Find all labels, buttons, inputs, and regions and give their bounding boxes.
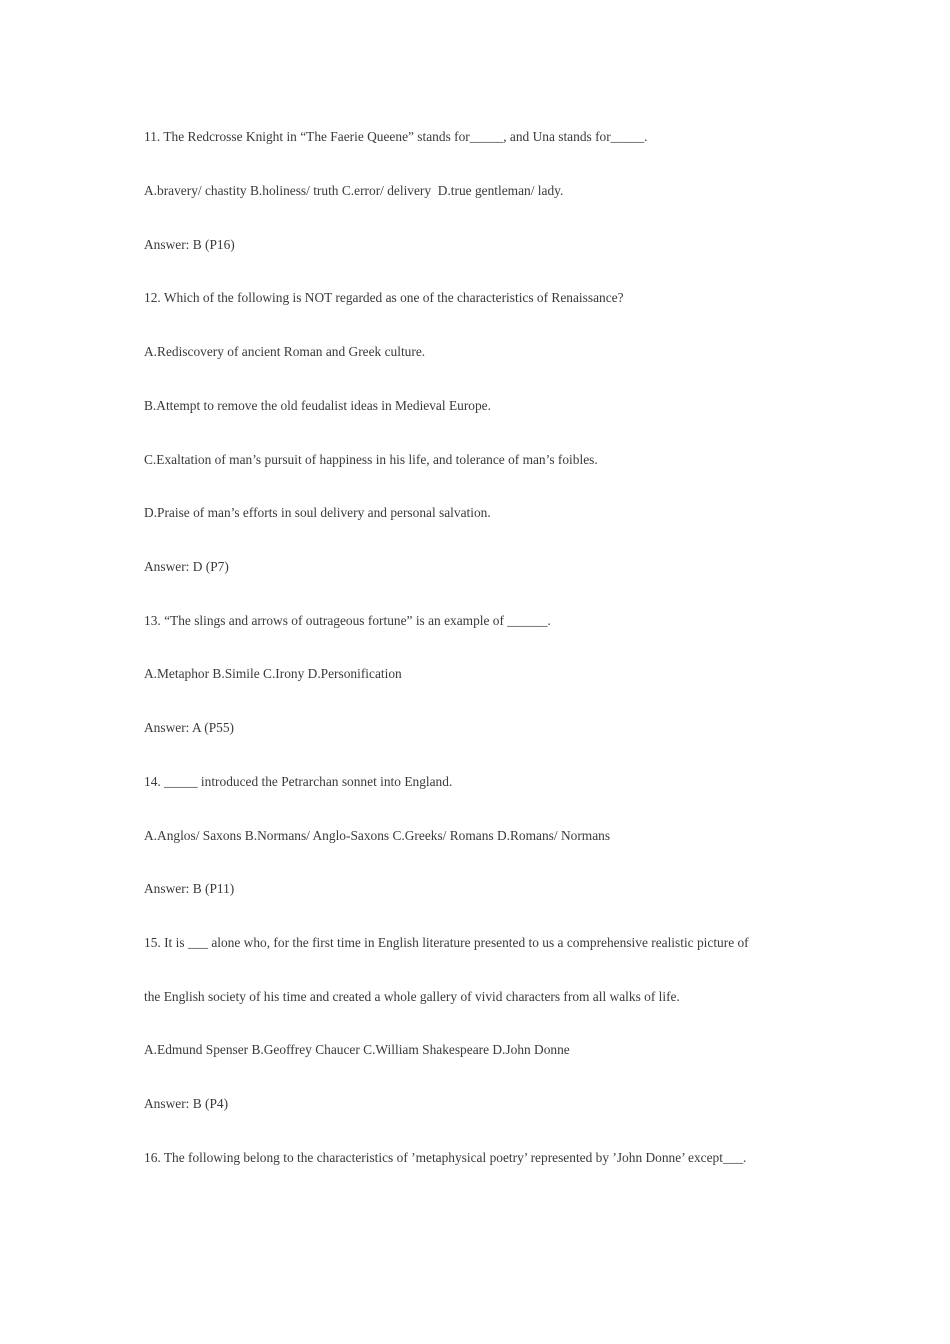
question-13-answer: Answer: A (P55) xyxy=(144,720,235,735)
question-11-options: A.bravery/ chastity B.holiness/ truth C.error/ delivery D.true gentleman/ lady. xyxy=(144,183,564,198)
question-14-text: 14. _____ introduced the Petrarchan sonnet into England. xyxy=(144,774,453,789)
question-12-text: 12. Which of the following is NOT regarded as one of the characteristics of Renaissance? xyxy=(144,290,624,305)
question-14-answer: Answer: B (P11) xyxy=(144,881,235,896)
question-15-text-line-2: the English society of his time and created a whole gallery of vivid characters from all walks of life. xyxy=(144,989,680,1004)
question-11-answer: Answer: B (P16) xyxy=(144,237,235,252)
question-11-text: 11. The Redcrosse Knight in “The Faerie Queene” stands for_____, and Una stands for_____. xyxy=(144,129,648,144)
question-13-text: 13. “The slings and arrows of outrageous fortune” is an example of ______. xyxy=(144,613,551,628)
question-14-options: A.Anglos/ Saxons B.Normans/ Anglo-Saxons C.Greeks/ Romans D.Romans/ Normans xyxy=(144,828,611,843)
question-15-answer: Answer: B (P4) xyxy=(144,1096,229,1111)
question-15-text-line-1: 15. It is ___ alone who, for the first time in English literature presented to us a comprehensive realistic picture of xyxy=(144,935,749,950)
question-12-option-a: A.Rediscovery of ancient Roman and Greek culture. xyxy=(144,344,426,359)
question-12-option-c: C.Exaltation of man’s pursuit of happiness in his life, and tolerance of man’s foibles. xyxy=(144,452,598,467)
question-12-option-d: D.Praise of man’s efforts in soul delivery and personal salvation. xyxy=(144,505,491,520)
question-15-options: A.Edmund Spenser B.Geoffrey Chaucer C.William Shakespeare D.John Donne xyxy=(144,1042,570,1057)
question-12-option-b: B.Attempt to remove the old feudalist ideas in Medieval Europe. xyxy=(144,398,491,413)
question-12-answer: Answer: D (P7) xyxy=(144,559,229,574)
question-16-text: 16. The following belong to the characteristics of ’metaphysical poetry’ represented by ’John Donne’ except___. xyxy=(144,1150,747,1165)
question-13-options: A.Metaphor B.Simile C.Irony D.Personification xyxy=(144,666,402,681)
